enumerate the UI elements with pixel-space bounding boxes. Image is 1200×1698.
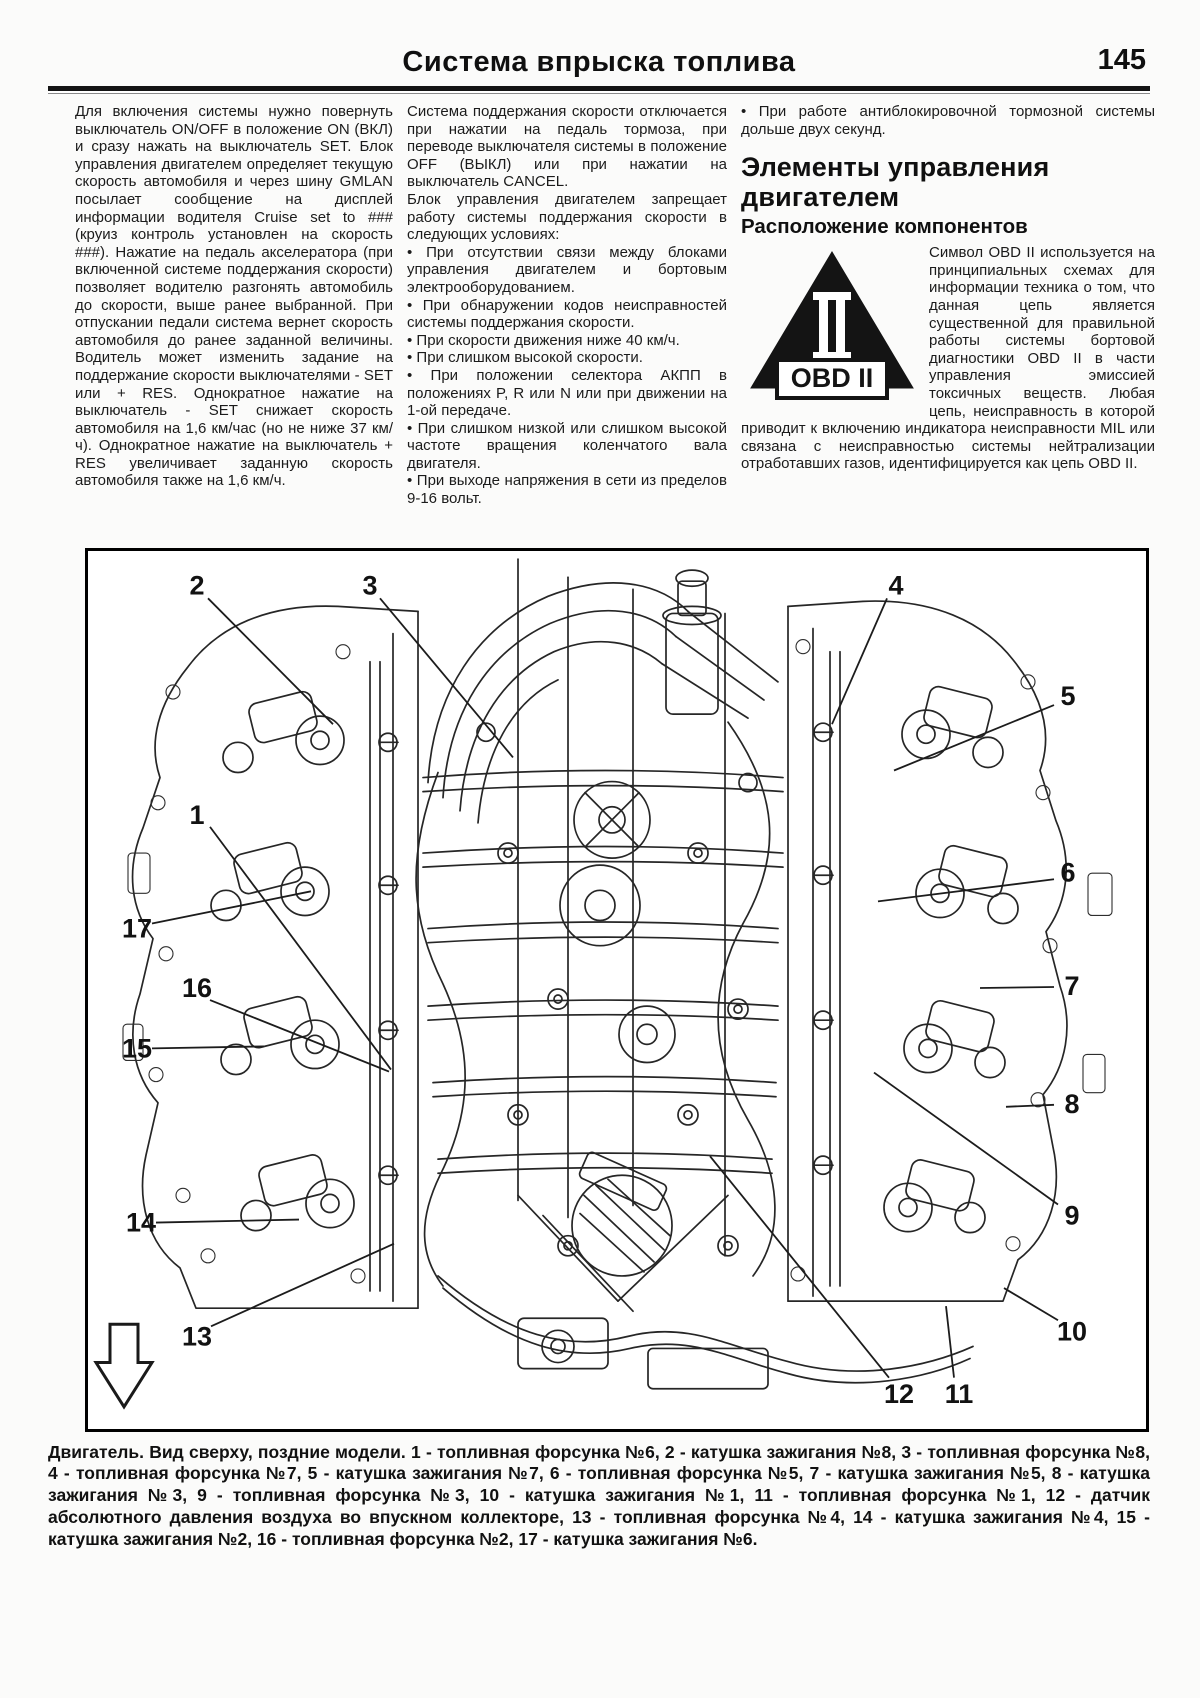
engine-diagram [85, 548, 1149, 1432]
callout-label-4: 4 [888, 568, 904, 600]
callout-label-10: 10 [1056, 1314, 1088, 1347]
callout-label-12: 12 [883, 1377, 915, 1409]
paragraph: Система поддержания скорости отключается при нажатии на педаль тормоза, при переводе выключателя системы в положение OFF (ВЫКЛ) или при нажатии на выключатель CANCEL. [407, 103, 727, 191]
list-item: • При слишком высокой скорости. [407, 349, 643, 367]
engine-line-art-illustration [88, 551, 1146, 1429]
callout-labels [122, 569, 1087, 1409]
paragraph: Символ OBD II используется на принципиальных схемах для информации техника о том, что данная цепь является существенной для правильной работы системы бортовой диагностики OBD II в части управления эмиссией токсичных веществ. Любая цепь, неисправность в которой приводит к включению индикатора неисправности MIL или связана с неисправностью системы нейтрализации отработавших газов, идентифицируется как цепь OBD II. [741, 244, 1155, 473]
obd2-label: OBD II [790, 363, 874, 394]
list-item: • При обнаружении кодов неисправностей системы поддержания скорости. [407, 296, 727, 332]
page-header [0, 0, 1200, 91]
callout-label-14: 14 [125, 1206, 157, 1238]
callout-label-2: 2 [189, 568, 205, 600]
text-column-3 [741, 103, 1155, 508]
callout-label-11: 11 [944, 1377, 974, 1409]
callout-leader-lines [152, 598, 1058, 1377]
callout-label-13: 13 [181, 1319, 213, 1352]
callout-label-1: 1 [189, 798, 205, 830]
list-item: • При выходе напряжения в сети из пределов 9-16 вольт. [407, 472, 727, 508]
list-item: • При слишком низкой или слишком высокой частоте вращения коленчатого вала двигателя. [407, 419, 727, 472]
callout-label-17: 17 [121, 912, 153, 944]
list-item: • При положении селектора АКПП в положениях P, R или N или при движении на 1-ой передаче. [407, 366, 727, 420]
page-title: Система впрыска топлива [402, 46, 796, 78]
list-item: • При скорости движения ниже 40 км/ч. [407, 331, 680, 349]
section-subheading: Расположение компонентов [741, 215, 1028, 239]
figure-caption: Двигатель. Вид сверху, поздние модели. 1 - топливная форсунка №6, 2 - катушка зажигания №8, 3 - топливная форсунка №8, 4 - топливная форсунка №7, 5 - катушка зажигания №7, 6 - топливная форсунка №5, 7 - катушка зажигания №5, 8 - катушка зажигания №3, 9 - топливная форсунка №3, 10 - катушка зажигания №1, 11 - топливная форсунка №1, 12 - датчик абсолютного давления воздуха во впускном коллекторе, 13 - топливная форсунка №4, 14 - катушка зажигания №4, 15 - катушка зажигания №2, 16 - топливная форсунка №2, 17 - катушка зажигания №6. [48, 1441, 1150, 1549]
callout-label-6: 6 [1060, 855, 1076, 887]
list-item: • При работе антиблокировочной тормозной системы дольше двух секунд. [741, 103, 1155, 138]
obd2-triangle-icon [747, 248, 917, 406]
text-column-2 [407, 103, 727, 508]
callout-label-16: 16 [181, 971, 213, 1003]
callout-label-3: 3 [362, 568, 378, 600]
page-number: 145 [1097, 44, 1146, 76]
list-item: • При отсутствии связи между блоками управления двигателем и бортовым электрооборудованием. [407, 243, 727, 296]
section-heading: Элементы управления двигателем [741, 152, 1050, 213]
left-bank-art [123, 606, 418, 1308]
paragraph: Для включения системы нужно повернуть выключатель ON/OFF в положение ON (ВКЛ) и сразу нажать на выключатель SET. Блок управления двигателем определяет текущую скорость автомобиля и через шину GMLAN посылает сообщение на дисплей информации водителя Cruise set to ### (круиз контроль установлен на скорость ###). Нажатие на педаль акселератора (при включенной системе поддержания скорости) позволяет водителю разгонять автомобиль до скорости, выше ранее выбранной. При отпускании педали система вернет скорость автомобиля до ранее заданной величины. Водитель может изменить задание на поддержание скорости выключателями - SET или + RES. Однократное нажатие на выключатель - SET снижает скорость автомобиля на 1,6 км/час (но не ниже 37 км/ч). Однократное нажатие на выключатель + RES увеличивает заданную скорость автомобиля также на 1,6 км/ч. [75, 103, 393, 490]
text-columns [75, 103, 1155, 508]
header-divider [48, 86, 1150, 91]
callout-label-5: 5 [1060, 679, 1076, 711]
callout-label-7: 7 [1064, 969, 1080, 1001]
text-column-1 [75, 103, 393, 508]
callout-label-15: 15 [121, 1032, 153, 1064]
intake-manifold-art [416, 559, 973, 1389]
callout-label-9: 9 [1064, 1199, 1080, 1231]
down-arrow-icon [96, 1324, 152, 1407]
paragraph: Блок управления двигателем запрещает работу системы поддержания скорости в следующих условиях: [407, 190, 727, 244]
obd2-symbol-figure [741, 244, 1155, 473]
callout-label-8: 8 [1064, 1087, 1080, 1119]
